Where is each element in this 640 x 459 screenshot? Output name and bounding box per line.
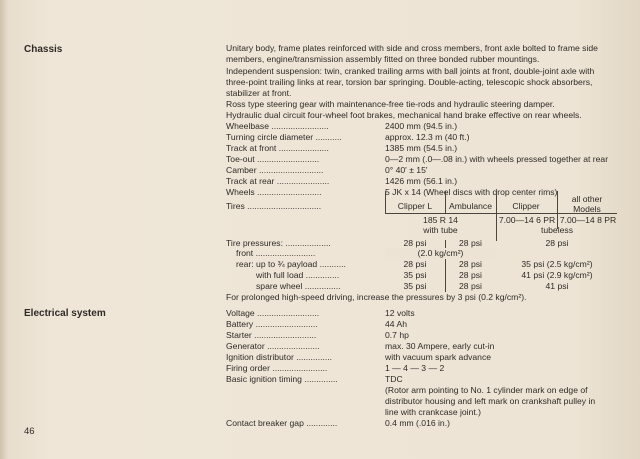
pressure-value: 28 psi <box>459 238 482 248</box>
tire-size-6pr: 7.00—14 6 PR <box>498 215 556 225</box>
timing-note-text: line with crankcase joint.) <box>385 407 482 417</box>
spec-value: TDC <box>385 374 403 384</box>
spec-value: 1385 mm (54.5 in.) <box>385 143 458 153</box>
spec-value: 0—2 mm (.0—.08 in.) with wheels pressed together at rear <box>385 154 609 164</box>
tire-front-label: front ......................... <box>236 248 316 258</box>
spec-label: Turning circle diameter ........... <box>226 132 342 142</box>
timing-note-text: (Rotor arm pointing to No. 1 cylinder mark on edge of <box>385 385 588 395</box>
spec-value: max. 30 Ampere, early cut-in <box>385 341 495 351</box>
spec-label: Track at rear ...................... <box>226 176 330 186</box>
chassis-suspension-description: Independent suspension: twin, cranked trailing arms with ball joints at front, double-joint axle with three-point trailing links at rear, torsion bar springing. Double-acting, telescopic shock absorbers, stabilizer at front. <box>226 66 595 98</box>
tires-col-ambulance: Ambulance <box>449 201 492 211</box>
tires-col-clipper-l: Clipper L <box>397 201 433 211</box>
spec-value: 2400 mm (94.5 in.) <box>385 121 458 131</box>
spec-label: Camber ........................... <box>226 165 324 175</box>
spec-label: Wheels ........................... <box>226 187 322 197</box>
chassis-brakes-description: Hydraulic dual circuit four-wheel foot brakes, mechanical hand brake effective on rear wheels. <box>226 110 582 120</box>
page-spine-shadow <box>0 0 8 459</box>
tire-size-8pr: 7.00—14 8 PR <box>559 215 617 225</box>
tire-full-load-label: with full load .............. <box>256 270 340 280</box>
spec-label: Contact breaker gap ............. <box>226 418 338 428</box>
pressure-value: 35 psi <box>403 270 427 280</box>
chassis-steering-description: Ross type steering gear with maintenance-free tie-rods and hydraulic steering damper. <box>226 99 555 109</box>
spec-value: 0.4 mm (.016 in.) <box>385 418 450 428</box>
tire-size-185: 185 R 14 <box>423 215 458 225</box>
spec-value: 1426 mm (56.1 in.) <box>385 176 458 186</box>
spec-value: approx. 12.3 m (40 ft.) <box>385 132 470 142</box>
pressure-value: 41 psi <box>545 281 569 291</box>
chassis-heading: Chassis <box>24 44 63 55</box>
pressure-value: 28 psi <box>403 259 427 269</box>
page-number: 46 <box>24 426 35 437</box>
tire-rear-label: rear: up to ¾ payload ........... <box>236 259 346 269</box>
spec-value: with vacuum spark advance <box>385 352 492 362</box>
pressure-value: 28 psi <box>403 238 427 248</box>
tires-divider <box>385 191 386 213</box>
tire-pressures-label: Tire pressures: ................... <box>226 238 331 248</box>
spec-label: Voltage .......................... <box>226 308 320 318</box>
tire-spare-label: spare wheel ............... <box>256 281 341 291</box>
pressure-value: 28 psi <box>459 270 482 280</box>
tires-col-other-line2: Models <box>573 204 601 214</box>
chassis-body-description: Unitary body, frame plates reinforced with side and cross members, front axle bolted to frame side members, engine/transmission assembly fitted on three bonded rubber mountings. <box>226 43 598 64</box>
tire-size-with-tube: with tube <box>423 225 458 235</box>
spec-label: Battery .......................... <box>226 319 318 329</box>
spec-value: 5 JK x 14 (Wheel discs with drop center rims) <box>385 187 558 197</box>
tires-col-other-line1: all other <box>571 194 603 204</box>
pressure-value: 35 psi <box>403 281 427 291</box>
spec-label: Track at front ..................... <box>226 143 329 153</box>
pressure-front-metric: (2.0 kg/cm²) <box>385 248 496 259</box>
electrical-heading: Electrical system <box>24 308 106 319</box>
spec-value: 0° 40' ± 15' <box>385 165 428 175</box>
pressure-value: 28 psi <box>459 281 482 291</box>
tires-label: Tires ............................... <box>226 201 322 211</box>
spec-value: 1 — 4 — 3 — 2 <box>385 363 445 373</box>
pressure-value: 28 psi <box>459 259 482 269</box>
spec-value: 0.7 hp <box>385 330 409 340</box>
pressure-value: 35 psi (2.5 kg/cm²) <box>521 259 593 269</box>
pressure-value: 41 psi (2.9 kg/cm²) <box>521 270 593 280</box>
tires-col-clipper: Clipper <box>512 201 540 211</box>
tires-divider <box>445 191 446 213</box>
tire-high-speed-note: For prolonged high-speed driving, increase the pressures by 3 psi (0.2 kg/cm²). <box>226 292 527 302</box>
tires-header-rule <box>385 213 617 214</box>
tire-tubeless: tubeless <box>540 225 573 235</box>
spec-value: 12 volts <box>385 308 415 318</box>
spec-label: Generator ...................... <box>226 341 320 351</box>
spec-label: Starter .......................... <box>226 330 317 340</box>
spec-label: Basic ignition timing .............. <box>226 374 338 384</box>
spec-label: Firing order ....................... <box>226 363 328 373</box>
spec-label: Toe-out .......................... <box>226 154 320 164</box>
spec-value: 44 Ah <box>385 319 407 329</box>
spec-label: Ignition distributor ............... <box>226 352 333 362</box>
timing-note-text: distributor housing and left mark on crankshaft pulley in <box>385 396 596 406</box>
pressure-value: 28 psi <box>545 238 569 248</box>
spec-label: Wheelbase ........................ <box>226 121 329 131</box>
